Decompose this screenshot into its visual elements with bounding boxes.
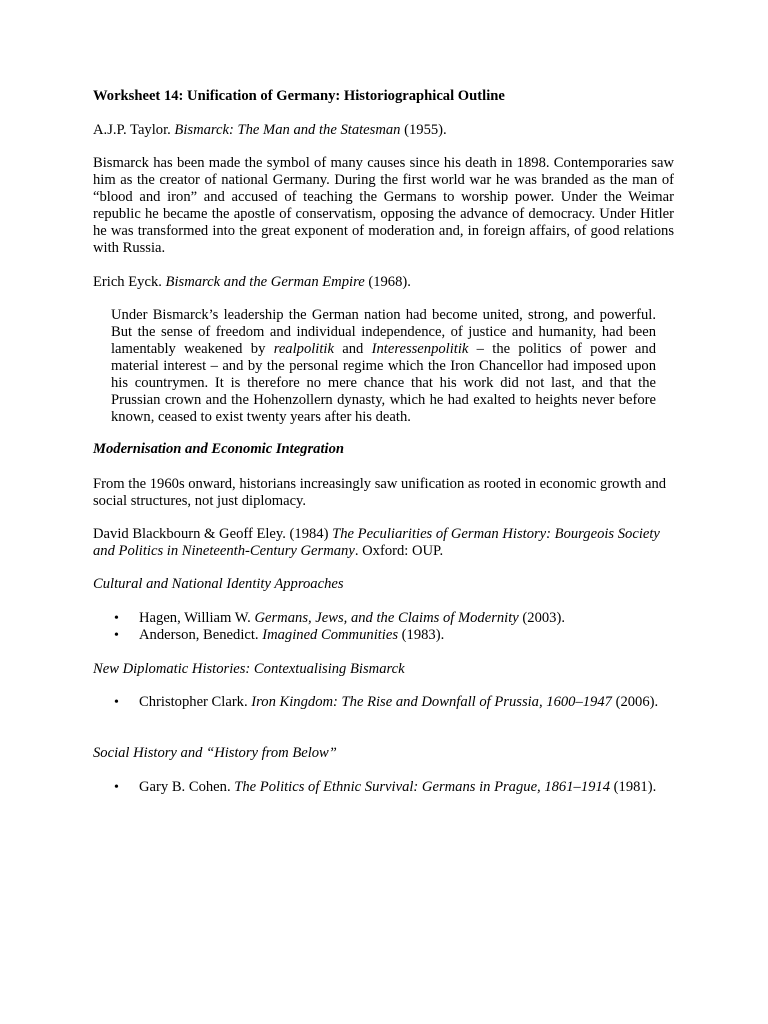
list-item [93,627,674,644]
citation-publisher: . Oxford: OUP. [354,543,444,559]
citation-work: Germans, Jews, and the Claims of Modernity [254,610,519,626]
citation-year: (1981). [610,779,657,795]
modernisation-paragraph: From the 1960s onward, historians increasingly saw unification as rooted in economic growth and social structures, not just diplomacy. [93,476,667,509]
citation-year: (2006). [611,694,659,710]
citation-year: (1968). [364,274,411,290]
citation-year: (2003). [518,610,565,626]
bullet-icon: • [114,780,119,795]
citation-year: (1983). [398,627,445,643]
bullet-icon: • [114,695,119,710]
citation-work: Bismarck: The Man and the Statesman [174,122,401,138]
blackbourn-eley-citation [93,526,674,560]
bullet-icon: • [114,611,119,626]
citation-author: David Blackbourn & Geoff Eley. (1984) [93,526,333,542]
eyck-citation [93,274,674,291]
quote-text: Under Bismarck’s leadership the German nation had become united, strong, and powerful. But the sense of freedom and individual independence, of justice and humanity, had been lamentably weakened by [111,307,656,357]
quote-term: realpolitik [273,341,334,357]
section-heading-social: Social History and “History from Below” [93,745,337,761]
quote-text: and [333,341,372,357]
citation-author: Christopher Clark. [139,694,252,710]
citation-work: The Peculiarities of German History: Bourgeois Society and Politics in Nineteenth-Century Germany [93,526,660,559]
citation-author: Erich Eyck. [93,274,166,290]
citation-work: The Politics of Ethnic Survival: Germans in Prague, 1861–1914 [234,779,611,795]
social-bibliography-list [93,779,674,796]
taylor-paragraph: Bismarck has been made the symbol of many causes since his death in 1898. Contemporaries saw him as the creator of national Germany. During the first world war he was branded as the man of “blood and iron” and accused of teaching the Germans to worship power. Under the Weimar republic he became the apostle of conservatism, opposing the advance of democracy. Under Hitler he was transformed into the great exponent of moderation and, in foreign affairs, of good relations with Russia. [93,155,674,256]
citation-work: Bismarck and the German Empire [165,274,365,290]
section-heading-diplomatic: New Diplomatic Histories: Contextualising Bismarck [93,661,405,677]
list-item [93,610,674,627]
cultural-bibliography-list [93,610,674,644]
list-item [93,779,674,796]
section-heading-modernisation: Modernisation and Economic Integration [93,441,344,457]
citation-author: Anderson, Benedict. [139,627,263,643]
quote-text: – the politics of power and material interest – and by the personal regime which the Iron Chancellor had imposed upon his countrymen. It is therefore no mere chance that his work did not last, and that the Prussian crown and the Hohenzollern dynasty, which he had exalted to heights never before known, ceased to exist twenty years after his death. [111,341,656,425]
bullet-icon: • [114,628,119,643]
list-item [93,694,674,711]
taylor-citation [93,122,674,139]
citation-author: Gary B. Cohen. [139,779,235,795]
citation-year: (1955). [400,122,447,138]
citation-work: Imagined Communities [262,627,399,643]
eyck-block-quote [111,307,656,426]
section-heading-cultural: Cultural and National Identity Approaches [93,576,344,592]
diplomatic-bibliography-list [93,694,674,711]
quote-term: Interessenpolitik [371,341,469,357]
citation-work: Iron Kingdom: The Rise and Downfall of Prussia, 1600–1947 [251,694,612,710]
worksheet-title: Worksheet 14: Unification of Germany: Historiographical Outline [93,88,505,104]
citation-author: A.J.P. Taylor. [93,122,175,138]
citation-author: Hagen, William W. [139,610,255,626]
